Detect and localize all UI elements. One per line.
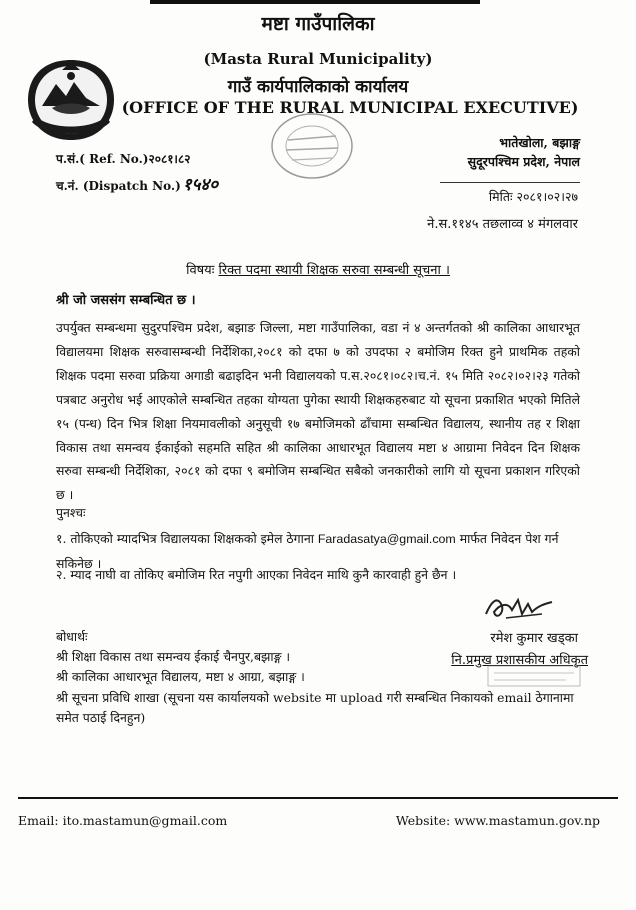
- municipality-name-english: (Masta Rural Municipality): [203, 50, 433, 68]
- footer-divider: [18, 797, 618, 799]
- ref-label: प.सं.( Ref. No.): [56, 152, 149, 166]
- office-name-nepali: गाउँ कार्यपालिकाको कार्यालय: [227, 77, 409, 97]
- cc-item-2: श्री कालिका आधारभूत विद्यालय, मष्टा ४ आग्रा, बझाङ्ग ।: [56, 669, 305, 684]
- postscript-label: पुनश्चः: [56, 505, 86, 520]
- cc-item-1: श्री शिक्षा विकास तथा समन्वय ईकाई चैनपुर,बझाङ्ग ।: [56, 649, 291, 664]
- top-border-bar: [150, 0, 480, 4]
- office-stamp-icon: [266, 108, 358, 184]
- notice-body-paragraph: उपर्युक्त सम्बन्धमा सुदुरपश्चिम प्रदेश, बझाङ जिल्ला, मष्टा गाउँपालिका, वडा नं ४ अन्तर्गतको श्री कालिका आधारभूत विद्यालयमा शिक्षक सरुवासम्बन्धी निर्देशिका,२०८१ को दफा ७ को उपदफा २ बमोजिम रिक्त हुने प्राथमिक तहको शिक्षक पदमा सरुवा प्रक्रिया अगाडी बढाइदिन भनी विद्यालयको प.स.२०८१।०८२।च.नं. १५ मिति २०८२।०२।२३ गतेको पत्रबाट अनुरोध भई आएकोले सम्बन्धित तहका योग्यता पुगेका स्थायी शिक्षकहरुबाट यो सूचना प्रकाशित भएको मितिले १५ (पन्ध) दिन भित्र शिक्षा नियमावलीको अनुसूची १७ बमोजिमको ढाँचामा सम्बन्धित विद्यालय, स्थानीय तह र शिक्षा विकास तथा समन्वय ईकाईको सहमति सहित श्री कालिका आधारभूत विद्यालय मष्टा ४ आग्रामा निवेदन दिन शिक्षक सरुवा सम्बन्धी निर्देशिका, २०८१ को दफा ९ बमोजिम सम्बन्धित सबैको जनकारीको लागि यो सूचना प्रकाशन गरिएको छ ।: [56, 320, 580, 503]
- cc-label: बोधार्थः: [56, 629, 88, 644]
- nepal-sambat-date: ने.स.११४५ तछलाव्व ४ मंगलवार: [427, 217, 578, 232]
- footer-website: Website: www.mastamun.gov.np: [395, 813, 600, 828]
- postscript-note-2: २. म्याद नाघी वा तोकिए बमोजिम रित नपुगी आएका निवेदन माथि कुनै कारवाही हुने छैन ।: [56, 567, 457, 582]
- reference-number: [56, 150, 190, 167]
- subject-text: रिक्त पदमा स्थायी शिक्षक सरुवा सम्बन्धी सूचना ।: [218, 263, 450, 278]
- salutation: श्री जो जससंग सम्बन्धित छ ।: [56, 293, 196, 308]
- date-value: २०८१।०२।२७: [516, 189, 578, 204]
- signatory-seal-icon: [486, 664, 582, 688]
- dispatch-value: १५४०: [182, 175, 219, 195]
- municipality-name-nepali: मष्टा गाउँपालिका: [261, 13, 375, 35]
- cc-item-3: श्री सूचना प्रविधि शाखा (सूचना यस कार्यालयको website मा upload गरी सम्बन्धित निकायको email ठेगानामा समेत पठाई दिनहुन): [56, 690, 574, 725]
- ref-value: २०८१।८२: [148, 152, 191, 166]
- letter-date: [489, 188, 578, 205]
- handwritten-signature: [482, 592, 556, 626]
- header-divider: [440, 182, 580, 183]
- dispatch-number: [56, 172, 218, 195]
- note1-email: Faradasatya@gmail.com: [317, 532, 456, 546]
- note1-text-b: मार्फत निवेदन पेश गर्न सकिनेछ ।: [56, 531, 559, 571]
- footer-email: Email: ito.mastamun@gmail.com: [18, 813, 228, 828]
- office-address-line1: भातेखोला, बझाङ्ग: [499, 135, 580, 150]
- date-label: मितिः: [488, 189, 513, 204]
- subject-label: विषयः: [186, 263, 215, 278]
- office-address-line2: सुदूरपश्चिम प्रदेश, नेपाल: [467, 154, 580, 169]
- note1-text-a: १. तोकिएको म्यादभित्र विद्यालयका शिक्षकको इमेल ठेगाना: [56, 531, 318, 546]
- office-name-english: (OFFICE OF THE RURAL MUNICIPAL EXECUTIVE): [121, 98, 579, 117]
- signatory-title: नि.प्रमुख प्रशासकीय अधिकृत: [451, 653, 588, 668]
- subject-line: [0, 260, 636, 278]
- dispatch-label: च.नं. (Dispatch No.): [56, 179, 181, 193]
- signatory-name: रमेश कुमार खड्का: [490, 631, 578, 646]
